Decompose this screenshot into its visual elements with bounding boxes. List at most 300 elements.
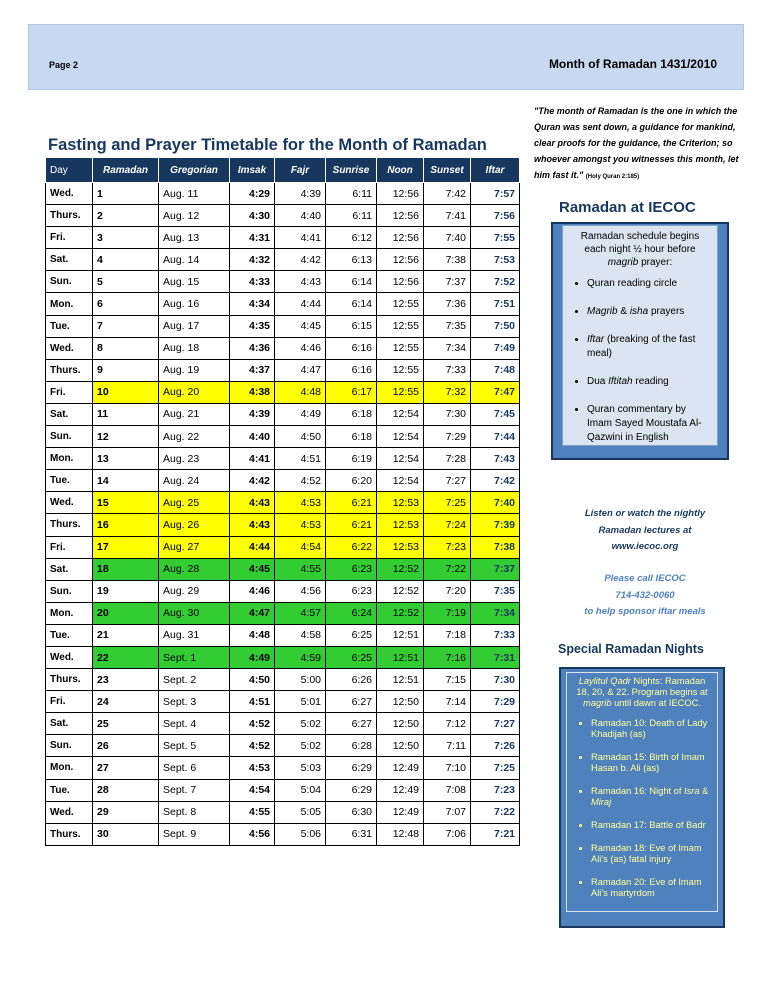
- special-nights-box: [559, 667, 725, 928]
- iftar-time-cell: 7:30: [471, 669, 520, 691]
- iftar-time-cell: 7:43: [471, 448, 520, 470]
- iftar-time-cell: 7:33: [471, 624, 520, 646]
- noon-time-cell: 12:56: [377, 183, 424, 205]
- sunrise-time-cell: 6:16: [326, 337, 377, 359]
- table-row: [46, 779, 520, 801]
- table-row: [46, 713, 520, 735]
- special-intro-tail: until dawn at IECOC.: [611, 698, 701, 708]
- gregorian-date-cell: Aug. 30: [159, 602, 230, 624]
- noon-time-cell: 12:56: [377, 249, 424, 271]
- list-item-text: Ramadan 10: Death of Lady Khadijah (as): [591, 718, 708, 739]
- sunset-time-cell: 7:25: [424, 492, 471, 514]
- day-cell: Sat.: [46, 558, 93, 580]
- sunrise-time-cell: 6:13: [326, 249, 377, 271]
- imsak-time-cell: 4:47: [230, 602, 275, 624]
- day-cell: Tue.: [46, 624, 93, 646]
- day-cell: Sun.: [46, 735, 93, 757]
- ramadan-day-cell: 2: [93, 205, 159, 227]
- noon-time-cell: 12:53: [377, 492, 424, 514]
- gregorian-date-cell: Aug. 25: [159, 492, 230, 514]
- sunrise-time-cell: 6:30: [326, 801, 377, 823]
- table-row: [46, 293, 520, 315]
- list-item-emphasis: Magrib: [587, 306, 618, 317]
- fajr-time-cell: 4:55: [275, 558, 326, 580]
- day-cell: Wed.: [46, 492, 93, 514]
- ramadan-day-cell: 5: [93, 271, 159, 293]
- timetable-header-row: [46, 158, 520, 183]
- ramadan-day-cell: 8: [93, 337, 159, 359]
- sunrise-time-cell: 6:18: [326, 403, 377, 425]
- noon-time-cell: 12:49: [377, 779, 424, 801]
- day-cell: Tue.: [46, 470, 93, 492]
- imsak-time-cell: 4:30: [230, 205, 275, 227]
- iecoc-intro-emphasis: magrib: [607, 257, 639, 268]
- list-item: [591, 786, 711, 808]
- fajr-time-cell: 4:48: [275, 381, 326, 403]
- fajr-time-cell: 4:41: [275, 227, 326, 249]
- sunrise-time-cell: 6:12: [326, 227, 377, 249]
- fajr-time-cell: 5:06: [275, 823, 326, 845]
- sponsor-notice: [540, 571, 750, 621]
- list-item-text: &: [699, 786, 709, 796]
- table-row: [46, 381, 520, 403]
- list-item-text: Dua: [587, 376, 609, 387]
- table-row: [46, 801, 520, 823]
- table-row: [46, 646, 520, 668]
- imsak-time-cell: 4:55: [230, 801, 275, 823]
- column-header-day: Day: [46, 158, 93, 183]
- fajr-time-cell: 4:56: [275, 580, 326, 602]
- gregorian-date-cell: Sept. 1: [159, 646, 230, 668]
- ramadan-day-cell: 14: [93, 470, 159, 492]
- sunrise-time-cell: 6:15: [326, 315, 377, 337]
- ramadan-day-cell: 3: [93, 227, 159, 249]
- day-cell: Thurs.: [46, 514, 93, 536]
- sunrise-time-cell: 6:25: [326, 624, 377, 646]
- imsak-time-cell: 4:52: [230, 713, 275, 735]
- sunset-time-cell: 7:42: [424, 183, 471, 205]
- special-intro-emphasis-2: magrib: [583, 698, 612, 708]
- iecoc-schedule-inner: [562, 225, 718, 446]
- list-item: [587, 305, 711, 319]
- day-cell: Sun.: [46, 580, 93, 602]
- noon-time-cell: 12:55: [377, 315, 424, 337]
- list-item: [591, 820, 711, 831]
- imsak-time-cell: 4:42: [230, 470, 275, 492]
- gregorian-date-cell: Aug. 13: [159, 227, 230, 249]
- fajr-time-cell: 4:39: [275, 183, 326, 205]
- iftar-time-cell: 7:56: [471, 205, 520, 227]
- ramadan-day-cell: 26: [93, 735, 159, 757]
- sunset-time-cell: 7:11: [424, 735, 471, 757]
- ramadan-day-cell: 28: [93, 779, 159, 801]
- table-row: [46, 669, 520, 691]
- day-cell: Fri.: [46, 691, 93, 713]
- day-cell: Fri.: [46, 381, 93, 403]
- gregorian-date-cell: Aug. 27: [159, 536, 230, 558]
- imsak-time-cell: 4:33: [230, 271, 275, 293]
- sunset-time-cell: 7:18: [424, 624, 471, 646]
- iftar-time-cell: 7:21: [471, 823, 520, 845]
- list-item: [587, 333, 711, 361]
- gregorian-date-cell: Aug. 14: [159, 249, 230, 271]
- fajr-time-cell: 5:01: [275, 691, 326, 713]
- lectures-notice: [540, 506, 750, 556]
- table-row: [46, 205, 520, 227]
- day-cell: Thurs.: [46, 823, 93, 845]
- day-cell: Tue.: [46, 779, 93, 801]
- sunrise-time-cell: 6:23: [326, 558, 377, 580]
- ramadan-day-cell: 12: [93, 426, 159, 448]
- iftar-time-cell: 7:42: [471, 470, 520, 492]
- list-item-text: Ramadan 18: Eve of Imam Ali's (as) fatal injury: [591, 843, 702, 864]
- list-item-text: Quran reading circle: [587, 278, 678, 289]
- imsak-time-cell: 4:29: [230, 183, 275, 205]
- imsak-time-cell: 4:51: [230, 691, 275, 713]
- ramadan-day-cell: 17: [93, 536, 159, 558]
- iftar-time-cell: 7:40: [471, 492, 520, 514]
- fajr-time-cell: 4:51: [275, 448, 326, 470]
- noon-time-cell: 12:53: [377, 536, 424, 558]
- iftar-time-cell: 7:48: [471, 359, 520, 381]
- iftar-time-cell: 7:34: [471, 602, 520, 624]
- gregorian-date-cell: Aug. 28: [159, 558, 230, 580]
- special-nights-heading: Special Ramadan Nights: [558, 642, 704, 656]
- table-row: [46, 823, 520, 845]
- iftar-time-cell: 7:39: [471, 514, 520, 536]
- sunrise-time-cell: 6:20: [326, 470, 377, 492]
- sunrise-time-cell: 6:19: [326, 448, 377, 470]
- quote-text: "The month of Ramadan is the one in which the Quran was sent down, a guidance for mankind, clear proofs for the guidance, the Criterion; so whoever amongst you witnesses this month, let him fast it.": [534, 106, 739, 180]
- sunrise-time-cell: 6:21: [326, 492, 377, 514]
- gregorian-date-cell: Aug. 17: [159, 315, 230, 337]
- fajr-time-cell: 5:00: [275, 669, 326, 691]
- imsak-time-cell: 4:37: [230, 359, 275, 381]
- sponsor-line-3: to help sponsor iftar meals: [584, 606, 706, 617]
- gregorian-date-cell: Sept. 8: [159, 801, 230, 823]
- fajr-time-cell: 4:45: [275, 315, 326, 337]
- imsak-time-cell: 4:44: [230, 536, 275, 558]
- timetable-body: [46, 183, 520, 846]
- sunrise-time-cell: 6:14: [326, 293, 377, 315]
- sunrise-time-cell: 6:29: [326, 757, 377, 779]
- table-row: [46, 691, 520, 713]
- noon-time-cell: 12:50: [377, 735, 424, 757]
- sunset-time-cell: 7:27: [424, 470, 471, 492]
- list-item-emphasis: Miraj: [591, 797, 612, 807]
- list-item-text: (breaking of the fast meal): [587, 334, 696, 359]
- iftar-time-cell: 7:27: [471, 713, 520, 735]
- gregorian-date-cell: Sept. 6: [159, 757, 230, 779]
- sunrise-time-cell: 6:16: [326, 359, 377, 381]
- noon-time-cell: 12:50: [377, 691, 424, 713]
- sunset-time-cell: 7:06: [424, 823, 471, 845]
- day-cell: Mon.: [46, 293, 93, 315]
- table-row: [46, 403, 520, 425]
- noon-time-cell: 12:52: [377, 580, 424, 602]
- fajr-time-cell: 4:57: [275, 602, 326, 624]
- sunrise-time-cell: 6:17: [326, 381, 377, 403]
- sunrise-time-cell: 6:11: [326, 205, 377, 227]
- quran-quote: [534, 103, 746, 185]
- iftar-time-cell: 7:45: [471, 403, 520, 425]
- day-cell: Tue.: [46, 315, 93, 337]
- page-number: Page 2: [49, 60, 79, 70]
- sunrise-time-cell: 6:25: [326, 646, 377, 668]
- fajr-time-cell: 4:49: [275, 403, 326, 425]
- sunrise-time-cell: 6:29: [326, 779, 377, 801]
- timetable: [45, 157, 520, 846]
- imsak-time-cell: 4:49: [230, 646, 275, 668]
- phone-number: 714-432-0060: [615, 589, 675, 601]
- sunset-time-cell: 7:16: [424, 646, 471, 668]
- sunset-time-cell: 7:33: [424, 359, 471, 381]
- gregorian-date-cell: Aug. 11: [159, 183, 230, 205]
- imsak-time-cell: 4:53: [230, 757, 275, 779]
- ramadan-day-cell: 18: [93, 558, 159, 580]
- gregorian-date-cell: Aug. 31: [159, 624, 230, 646]
- iecoc-heading: Ramadan at IECOC: [559, 199, 696, 216]
- quote-reference: (Holy Quran 2:185): [585, 174, 640, 180]
- day-cell: Sat.: [46, 403, 93, 425]
- sunrise-time-cell: 6:21: [326, 514, 377, 536]
- day-cell: Sat.: [46, 713, 93, 735]
- noon-time-cell: 12:52: [377, 602, 424, 624]
- iftar-time-cell: 7:49: [471, 337, 520, 359]
- noon-time-cell: 12:53: [377, 514, 424, 536]
- fajr-time-cell: 4:58: [275, 624, 326, 646]
- lectures-line-1: Listen or watch the nightly: [584, 508, 706, 519]
- list-item: [591, 843, 711, 865]
- table-row: [46, 470, 520, 492]
- iftar-time-cell: 7:23: [471, 779, 520, 801]
- gregorian-date-cell: Aug. 12: [159, 205, 230, 227]
- sunset-time-cell: 7:29: [424, 426, 471, 448]
- imsak-time-cell: 4:54: [230, 779, 275, 801]
- list-item-text: Ramadan 17: Battle of Badr: [591, 820, 706, 830]
- table-row: [46, 558, 520, 580]
- gregorian-date-cell: Aug. 19: [159, 359, 230, 381]
- sunrise-time-cell: 6:27: [326, 713, 377, 735]
- iftar-time-cell: 7:53: [471, 249, 520, 271]
- table-row: [46, 426, 520, 448]
- noon-time-cell: 12:51: [377, 646, 424, 668]
- gregorian-date-cell: Aug. 22: [159, 426, 230, 448]
- fajr-time-cell: 4:53: [275, 492, 326, 514]
- day-cell: Wed.: [46, 801, 93, 823]
- gregorian-date-cell: Aug. 23: [159, 448, 230, 470]
- day-cell: Thurs.: [46, 359, 93, 381]
- ramadan-day-cell: 21: [93, 624, 159, 646]
- fajr-time-cell: 4:46: [275, 337, 326, 359]
- iftar-time-cell: 7:25: [471, 757, 520, 779]
- imsak-time-cell: 4:35: [230, 315, 275, 337]
- ramadan-day-cell: 25: [93, 713, 159, 735]
- sunrise-time-cell: 6:14: [326, 271, 377, 293]
- imsak-time-cell: 4:46: [230, 580, 275, 602]
- day-cell: Wed.: [46, 183, 93, 205]
- day-cell: Fri.: [46, 227, 93, 249]
- day-cell: Sun.: [46, 426, 93, 448]
- noon-time-cell: 12:56: [377, 271, 424, 293]
- ramadan-day-cell: 15: [93, 492, 159, 514]
- sunset-time-cell: 7:23: [424, 536, 471, 558]
- noon-time-cell: 12:55: [377, 359, 424, 381]
- list-item-text: Ramadan 16: Night of: [591, 786, 685, 796]
- iecoc-intro-text: Ramadan schedule begins each night ½ hour before: [580, 231, 700, 255]
- gregorian-date-cell: Sept. 2: [159, 669, 230, 691]
- sunset-time-cell: 7:22: [424, 558, 471, 580]
- imsak-time-cell: 4:50: [230, 669, 275, 691]
- fajr-time-cell: 4:44: [275, 293, 326, 315]
- column-header-ramadan: Ramadan: [93, 158, 159, 183]
- imsak-time-cell: 4:43: [230, 492, 275, 514]
- gregorian-date-cell: Aug. 21: [159, 403, 230, 425]
- sponsor-line-1: Please call IECOC: [604, 573, 686, 584]
- noon-time-cell: 12:54: [377, 403, 424, 425]
- table-row: [46, 271, 520, 293]
- gregorian-date-cell: Sept. 5: [159, 735, 230, 757]
- fajr-time-cell: 4:50: [275, 426, 326, 448]
- sunset-time-cell: 7:14: [424, 691, 471, 713]
- list-item: [591, 877, 711, 899]
- table-row: [46, 492, 520, 514]
- iftar-time-cell: 7:51: [471, 293, 520, 315]
- iftar-time-cell: 7:22: [471, 801, 520, 823]
- page-header: [28, 24, 744, 90]
- list-item-emphasis: Iftar: [587, 334, 605, 345]
- gregorian-date-cell: Aug. 29: [159, 580, 230, 602]
- gregorian-date-cell: Sept. 9: [159, 823, 230, 845]
- ramadan-day-cell: 20: [93, 602, 159, 624]
- noon-time-cell: 12:56: [377, 205, 424, 227]
- newsletter-title: Month of Ramadan 1431/2010: [548, 57, 717, 71]
- list-item: [591, 718, 711, 740]
- iftar-time-cell: 7:26: [471, 735, 520, 757]
- ramadan-day-cell: 22: [93, 646, 159, 668]
- special-nights-list: [573, 718, 711, 899]
- iftar-time-cell: 7:31: [471, 646, 520, 668]
- sunset-time-cell: 7:08: [424, 779, 471, 801]
- imsak-time-cell: 4:32: [230, 249, 275, 271]
- gregorian-date-cell: Aug. 26: [159, 514, 230, 536]
- ramadan-day-cell: 4: [93, 249, 159, 271]
- special-intro-emphasis: Laylitul Qadr: [578, 676, 631, 686]
- fajr-time-cell: 4:53: [275, 514, 326, 536]
- column-header-sunrise: Sunrise: [326, 158, 377, 183]
- gregorian-date-cell: Aug. 24: [159, 470, 230, 492]
- table-row: [46, 580, 520, 602]
- list-item-emphasis: Iftitah: [608, 376, 633, 387]
- iftar-time-cell: 7:35: [471, 580, 520, 602]
- website-link[interactable]: www.iecoc.org: [611, 541, 679, 552]
- imsak-time-cell: 4:31: [230, 227, 275, 249]
- ramadan-day-cell: 11: [93, 403, 159, 425]
- iecoc-program-list: [569, 277, 711, 445]
- imsak-time-cell: 4:56: [230, 823, 275, 845]
- list-item: [591, 752, 711, 774]
- table-row: [46, 624, 520, 646]
- special-intro-text: Nights: Ramadan 18, 20, & 22. Program begins at: [576, 676, 708, 697]
- noon-time-cell: 12:51: [377, 669, 424, 691]
- list-item: [587, 375, 711, 389]
- table-row: [46, 735, 520, 757]
- fajr-time-cell: 4:43: [275, 271, 326, 293]
- sunset-time-cell: 7:34: [424, 337, 471, 359]
- list-item-text: &: [617, 306, 630, 317]
- noon-time-cell: 12:56: [377, 227, 424, 249]
- table-row: [46, 249, 520, 271]
- noon-time-cell: 12:49: [377, 801, 424, 823]
- list-item-text: Quran commentary by Imam Sayed Moustafa Al-Qazwini in English: [587, 404, 702, 443]
- special-intro: [573, 676, 711, 709]
- sunset-time-cell: 7:24: [424, 514, 471, 536]
- day-cell: Sat.: [46, 249, 93, 271]
- sunrise-time-cell: 6:18: [326, 426, 377, 448]
- table-row: [46, 337, 520, 359]
- sunrise-time-cell: 6:28: [326, 735, 377, 757]
- column-header-gregorian: Gregorian: [159, 158, 230, 183]
- iecoc-intro: [569, 230, 711, 269]
- sunset-time-cell: 7:30: [424, 403, 471, 425]
- list-item-text: Ramadan 20: Eve of Imam Ali's martyrdom: [591, 877, 702, 898]
- imsak-time-cell: 4:39: [230, 403, 275, 425]
- sunrise-time-cell: 6:27: [326, 691, 377, 713]
- sunset-time-cell: 7:41: [424, 205, 471, 227]
- day-cell: Wed.: [46, 337, 93, 359]
- list-item-text: reading: [632, 376, 669, 387]
- sunset-time-cell: 7:40: [424, 227, 471, 249]
- list-item-emphasis: isha: [629, 306, 649, 317]
- fajr-time-cell: 4:52: [275, 470, 326, 492]
- list-item-text: prayers: [648, 306, 685, 317]
- table-row: [46, 227, 520, 249]
- ramadan-day-cell: 16: [93, 514, 159, 536]
- sunset-time-cell: 7:19: [424, 602, 471, 624]
- column-header-fajr: Fajr: [275, 158, 326, 183]
- day-cell: Mon.: [46, 602, 93, 624]
- noon-time-cell: 12:55: [377, 337, 424, 359]
- day-cell: Thurs.: [46, 669, 93, 691]
- day-cell: Mon.: [46, 448, 93, 470]
- noon-time-cell: 12:55: [377, 381, 424, 403]
- sunrise-time-cell: 6:26: [326, 669, 377, 691]
- iftar-time-cell: 7:37: [471, 558, 520, 580]
- table-row: [46, 183, 520, 205]
- sunset-time-cell: 7:37: [424, 271, 471, 293]
- gregorian-date-cell: Aug. 20: [159, 381, 230, 403]
- gregorian-date-cell: Aug. 16: [159, 293, 230, 315]
- ramadan-day-cell: 29: [93, 801, 159, 823]
- noon-time-cell: 12:49: [377, 757, 424, 779]
- day-cell: Wed.: [46, 646, 93, 668]
- iftar-time-cell: 7:57: [471, 183, 520, 205]
- iecoc-schedule-box: [551, 222, 729, 460]
- imsak-time-cell: 4:45: [230, 558, 275, 580]
- noon-time-cell: 12:54: [377, 470, 424, 492]
- iftar-time-cell: 7:44: [471, 426, 520, 448]
- ramadan-day-cell: 7: [93, 315, 159, 337]
- table-row: [46, 315, 520, 337]
- table-row: [46, 359, 520, 381]
- sunset-time-cell: 7:38: [424, 249, 471, 271]
- fajr-time-cell: 5:02: [275, 713, 326, 735]
- ramadan-day-cell: 1: [93, 183, 159, 205]
- sunset-time-cell: 7:07: [424, 801, 471, 823]
- iftar-time-cell: 7:55: [471, 227, 520, 249]
- column-header-noon: Noon: [377, 158, 424, 183]
- iecoc-intro-tail: prayer:: [638, 257, 673, 268]
